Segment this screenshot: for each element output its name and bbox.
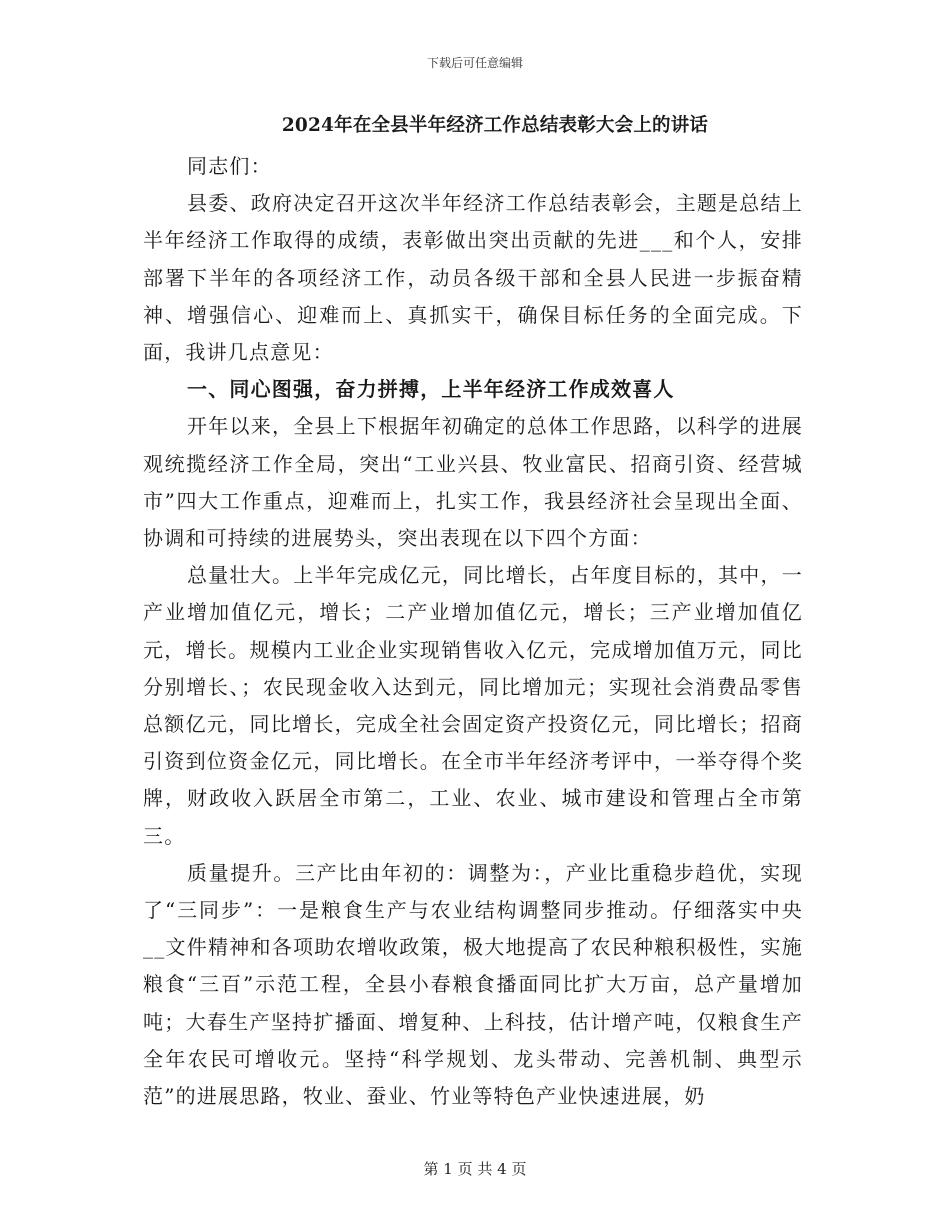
page-number: 第 1 页 共 4 页 bbox=[423, 1160, 527, 1178]
paragraph-quality-improvement: 质量提升。三产比由年初的：调整为：，产业比重稳步趋优，实现了“三同步”：一是粮食生产与农业结构调整同步推动。仔细落实中央__文件精神和各项助农增收政策，极大地提高了农民种粮积极性，实施粮食“三百”示范工程，全县小春粮食播面同比扩大万亩，总产量增加吨；大春生产坚持扩播面、增复种、上科技，估计增产吨，仅粮食生产全年农民可增收元。坚持“科学规划、龙头带动、完善机制、典型示范”的进展思路，牧业、蚕业、竹业等特色产业快速进展，奶 bbox=[143, 860, 803, 1109]
greeting: 同志们： bbox=[187, 154, 272, 178]
paragraph-total-growth: 总量壮大。上半年完成亿元，同比增长，占年度目标的，其中，一产业增加值亿元，增长；二产业增加值亿元，增长；三产业增加值亿元，增长。规模内工业企业实现销售收入亿元，完成增加值万元，同比分别增长、；农民现金收入达到元，同比增加元；实现社会消费品零售总额亿元，同比增长，完成全社会固定资产投资亿元，同比增长；招商引资到位资金亿元，同比增长。在全市半年经济考评中，一举夺得个奖牌，财政收入跃居全市第二，工业、农业、城市建设和管理占全市第三。 bbox=[143, 563, 803, 848]
intro-paragraph: 县委、政府决定召开这次半年经济工作总结表彰会，主题是总结上半年经济工作取得的成绩，表彰做出突出贡献的先进___和个人，安排部署下半年的各项经济工作，动员各级干部和全县人民进一步振奋精神、增强信心、迎难而上、真抓实干，确保目标任务的全面完成。下面，我讲几点意见： bbox=[143, 191, 803, 365]
header-note: 下载后可任意编辑 bbox=[426, 56, 523, 70]
paragraph-overview: 开年以来，全县上下根据年初确定的总体工作思路，以科学的进展观统揽经济工作全局，突出“工业兴县、牧业富民、招商引资、经营城市”四大工作重点，迎难而上，扎实工作，我县经济社会呈现出全面、协调和可持续的进展势头，突出表现在以下四个方面： bbox=[143, 414, 803, 551]
document-title: 2024年在全县半年经济工作总结表彰大会上的讲话 bbox=[281, 115, 709, 136]
section-heading: 一、同心图强，奋力拼搏，上半年经济工作成效喜人 bbox=[187, 377, 675, 402]
document-body bbox=[143, 112, 803, 1115]
